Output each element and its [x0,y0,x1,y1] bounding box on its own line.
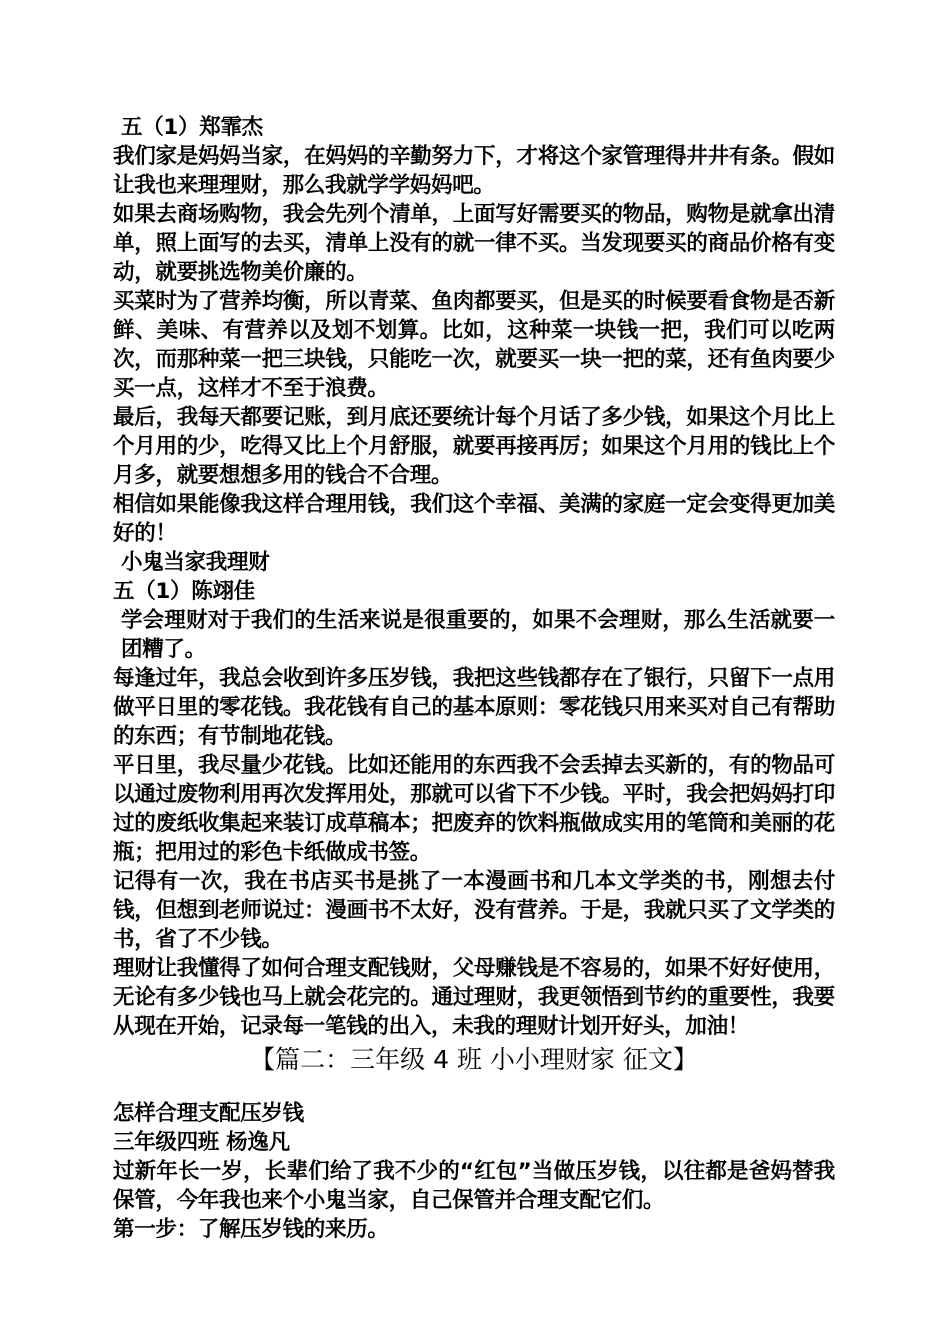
article2-paragraph: 每逢过年，我总会收到许多压岁钱，我把这些钱都存在了银行，只留下一点用做平日里的零花钱。我花钱有自己的基本原则：零花钱只用来买对自己有帮助的东西；有节制地花钱。 [113,666,835,749]
article3-title: 怎样合理支配压岁钱 [113,1101,304,1126]
article2-paragraph: 理财让我懂得了如何合理支配钱财，父母赚钱是不容易的，如果不好好使用，无论有多少钱也马上就会花完的。通过理财，我更领悟到节约的重要性，我要从现在开始，记录每一笔钱的出入，未我的理财计划开好头，加油！ [113,956,835,1039]
article3-paragraph: 过新年长一岁，长辈们给了我不少的“红包”当做压岁钱，以往都是爸妈替我保管，今年我也来个小鬼当家，自己保管并合理支配它们。 [113,1159,835,1213]
article1-paragraph: 我们家是妈妈当家，在妈妈的辛勤努力下，才将这个家管理得井井有条。假如让我也来理理财，那么我就学学妈妈吧。 [113,144,835,198]
article2-title: 小鬼当家我理财 [121,550,270,575]
document-body [113,113,835,1244]
article1-paragraph: 买菜时为了营养均衡，所以青菜、鱼肉都要买，但是买的时候要看食物是否新鲜、美味、有营养以及划不划算。比如，这种菜一块钱一把，我们可以吃两次，而那种菜一把三块钱，只能吃一次，就要买一块一把的菜，还有鱼肉要少买一点，这样才不至于浪费。 [113,289,835,401]
article3-paragraph: 第一步：了解压岁钱的来历。 [113,1217,389,1242]
section-heading: 【篇二：三年级 4 班 小小理财家 征文】 [250,1045,698,1074]
article2-paragraph: 记得有一次，我在书店买书是挑了一本漫画书和几本文学类的书，刚想去付钱，但想到老师说过：漫画书不太好，没有营养。于是，我就只买了文学类的书，省了不少钱。 [113,869,835,952]
article2-paragraph: 学会理财对于我们的生活来说是很重要的，如果不会理财，那么生活就要一团糟了。 [121,608,835,662]
article2-author: 五（1）陈翊佳 [113,579,255,604]
article1-author: 五（1）郑霏杰 [121,115,263,140]
article1-paragraph: 相信如果能像我这样合理用钱，我们这个幸福、美满的家庭一定会变得更加美好的！ [113,492,835,546]
article3-author: 三年级四班 杨逸凡 [113,1130,290,1155]
article1-paragraph: 最后，我每天都要记账，到月底还要统计每个月话了多少钱，如果这个月比上个月用的少，吃得又比上个月舒服，就要再接再厉；如果这个月用的钱比上个月多，就要想想多用的钱合不合理。 [113,405,835,488]
article2-paragraph: 平日里，我尽量少花钱。比如还能用的东西我不会丢掉去买新的，有的物品可以通过废物利用再次发挥用处，那就可以省下不少钱。平时，我会把妈妈打印过的废纸收集起来装订成草稿本；把废弃的饮料瓶做成实用的笔筒和美丽的花瓶；把用过的彩色卡纸做成书签。 [113,753,835,865]
article1-paragraph: 如果去商场购物，我会先列个清单，上面写好需要买的物品，购物是就拿出清单，照上面写的去买，清单上没有的就一律不买。当发现要买的商品价格有变动，就要挑选物美价廉的。 [113,202,835,285]
